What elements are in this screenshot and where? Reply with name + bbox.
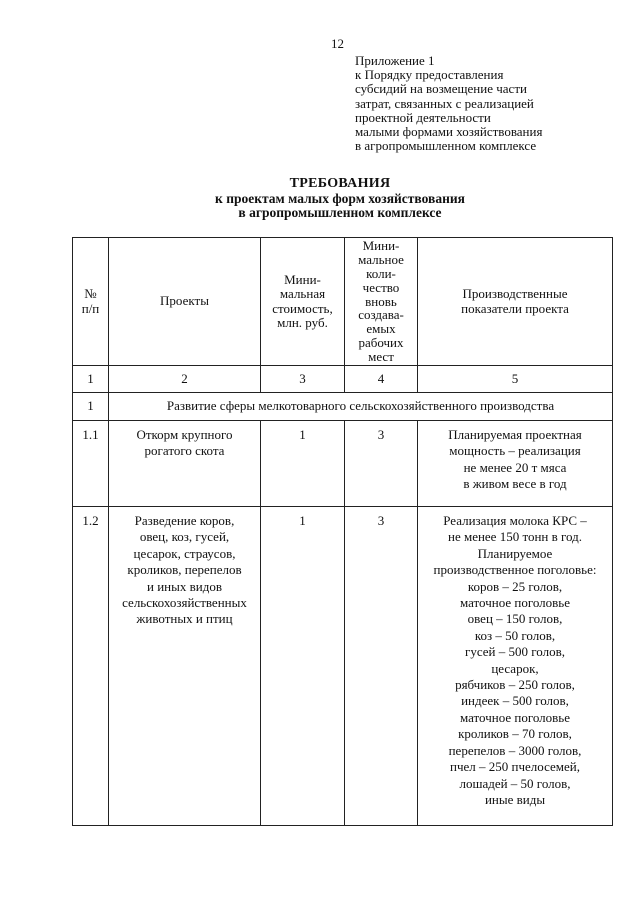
column-number: 3 xyxy=(261,366,345,393)
title-heading: ТРЕБОВАНИЯ xyxy=(289,176,391,191)
title-subtitle-1: к проектам малых форм хозяйствования xyxy=(215,190,465,206)
row-jobs: 3 xyxy=(345,421,418,507)
row-cost: 1 xyxy=(261,421,345,507)
column-number: 1 xyxy=(73,366,109,393)
appendix-line: проектной деятельности xyxy=(355,109,491,125)
row-indicators: Планируемая проектная мощность – реализация не менее 20 т мяса в живом весе в год xyxy=(418,421,613,507)
appendix-line: к Порядку предоставления xyxy=(355,67,504,83)
appendix-line: в агропромышленном комплексе xyxy=(355,138,537,154)
header-projects: Проекты xyxy=(109,238,261,366)
row-number: 1.1 xyxy=(73,421,109,507)
section-row xyxy=(73,393,613,421)
row-project: Разведение коров, овец, коз, гусей, цесарок, страусов, кроликов, перепелов и иных видов сельскохозяйственных животных и птиц xyxy=(109,507,261,826)
appendix-line: малыми формами хозяйствования xyxy=(355,124,543,140)
table-header-row xyxy=(73,238,613,366)
title-subtitle-2: в агропромышленном комплексе xyxy=(238,205,442,220)
table-row xyxy=(73,421,613,507)
section-title: Развитие сферы мелкотоварного сельскохозяйственного производства xyxy=(109,393,613,421)
row-jobs: 3 xyxy=(345,507,418,826)
column-number: 2 xyxy=(109,366,261,393)
table-row xyxy=(73,507,613,826)
row-project: Откорм крупного рогатого скота xyxy=(109,421,261,507)
appendix-line: субсидий на возмещение части xyxy=(355,81,527,97)
appendix-line: Приложение 1 xyxy=(355,53,435,68)
row-indicators: Реализация молока КРС – не менее 150 тонн в год. Планируемое производственное поголовье: коров – 25 голов, маточное поголовье овец – 150 голов, коз – 50 голов, гусей – 500 голов, цесарок, рябчиков – 250 голов, индеек – 500 голов, маточное поголовье кроликов – 70 голов, перепелов – 3000 голов, пчел – 250 пчелосемей, лошадей – 50 голов, иные виды xyxy=(418,507,613,826)
header-jobs: Мини- мальное коли- чество вновь создава- емых рабочих мест xyxy=(345,238,418,366)
appendix-note xyxy=(355,54,542,153)
requirements-table xyxy=(72,237,613,826)
row-number: 1.2 xyxy=(73,507,109,826)
row-cost: 1 xyxy=(261,507,345,826)
section-number: 1 xyxy=(73,393,109,421)
document-title xyxy=(0,177,640,221)
column-numbers-row xyxy=(73,366,613,393)
appendix-line: затрат, связанных с реализацией xyxy=(355,95,534,111)
header-num: № п/п xyxy=(73,238,109,366)
column-number: 4 xyxy=(345,366,418,393)
column-number: 5 xyxy=(418,366,613,393)
header-indicators: Производственные показатели проекта xyxy=(418,238,613,366)
header-cost: Мини- мальная стоимость, млн. руб. xyxy=(261,238,345,366)
page-number: 12 xyxy=(331,36,344,51)
